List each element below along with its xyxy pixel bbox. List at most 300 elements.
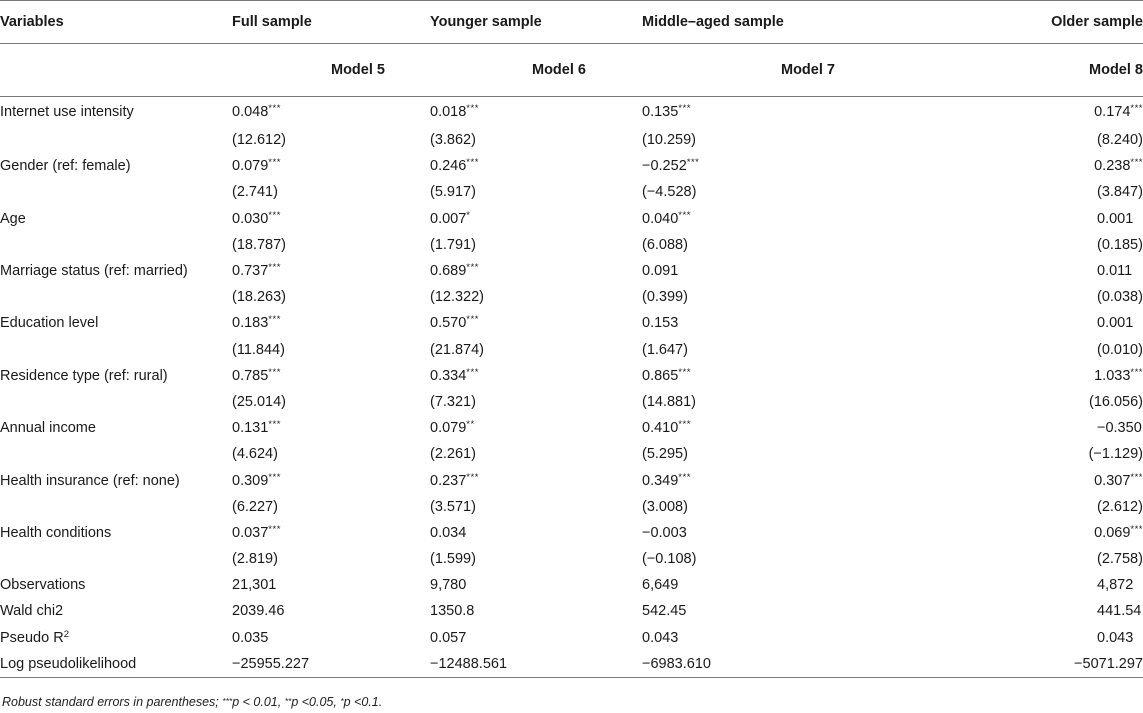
cell-value: (−0.108) (642, 551, 697, 568)
row-label-text: Education level (0, 315, 99, 332)
row-label (0, 206, 232, 232)
table-cell (232, 546, 430, 572)
row-label (0, 258, 232, 284)
footnote-stars-1: *** (222, 696, 233, 706)
cell-value: (3.862) (430, 132, 476, 149)
table-cell (430, 97, 642, 128)
table-cell (430, 179, 642, 205)
cell-value: (6.227) (232, 498, 278, 515)
significance-stars: *** (678, 471, 691, 483)
significance-stars: *** (466, 471, 479, 483)
cell-value: −12488.561 (430, 655, 508, 672)
table-cell (900, 651, 1143, 678)
cell-value: −0.252 (642, 158, 687, 175)
significance-stars: *** (678, 366, 691, 378)
table-cell (430, 625, 642, 651)
header-full-sample: Full sample (232, 1, 430, 44)
cell-value: (16.056) (1088, 393, 1143, 410)
table-cell (642, 415, 900, 441)
cell-value: (14.881) (642, 393, 697, 410)
significance-stars: *** (268, 103, 281, 114)
cell-content (1097, 237, 1143, 253)
table-cell (232, 441, 430, 467)
cell-content (1097, 132, 1143, 148)
table-cell (642, 389, 900, 415)
table-cell (900, 97, 1143, 128)
cell-value: (0.399) (642, 289, 688, 306)
table-cell (232, 598, 430, 624)
row-label-text: Residence type (ref: rural) (0, 367, 168, 384)
significance-stars: *** (1130, 366, 1143, 378)
table-cell (232, 206, 430, 232)
table-row (0, 467, 1143, 493)
table-cell (642, 625, 900, 651)
table-cell (900, 310, 1143, 336)
significance-stars: *** (678, 103, 691, 114)
table-cell (430, 520, 642, 546)
table-cell (430, 546, 642, 572)
cell-content (430, 342, 484, 358)
cell-content (1097, 603, 1143, 619)
cell-content (642, 158, 699, 174)
table-row (0, 153, 1143, 179)
cell-content (1094, 104, 1143, 120)
cell-content (232, 211, 281, 227)
cell-content (232, 237, 286, 253)
significance-stars: *** (268, 366, 281, 378)
significance-stars: *** (466, 366, 479, 378)
significance-stars: *** (678, 419, 691, 431)
cell-value: −25955.227 (232, 655, 310, 672)
table-cell (430, 310, 642, 336)
significance-stars: *** (686, 157, 700, 169)
table-cell (232, 284, 430, 310)
cell-value: (0.038) (1097, 289, 1143, 306)
row-label (0, 625, 232, 651)
table-cell (642, 572, 900, 598)
cell-value: (3.008) (642, 498, 688, 515)
table-cell (430, 415, 642, 441)
cell-content (232, 420, 281, 436)
row-label (0, 363, 232, 389)
cell-value: 0.238 (1094, 158, 1131, 175)
table-cell (430, 389, 642, 415)
cell-value: 0.030 (232, 210, 269, 227)
cell-value: (0.185) (1097, 236, 1143, 253)
table-row (0, 572, 1143, 598)
cell-content (642, 342, 688, 358)
header-model-6: Model 6 (430, 44, 642, 97)
row-label-text: Gender (ref: female) (0, 158, 131, 175)
cell-content (232, 577, 276, 593)
cell-content (1097, 342, 1143, 358)
table-row (0, 494, 1143, 520)
cell-value: 0.131 (232, 420, 269, 437)
table-row (0, 232, 1143, 258)
significance-stars: *** (268, 523, 281, 535)
table-row (0, 520, 1143, 546)
table-cell (430, 572, 642, 598)
cell-value: 0.785 (232, 367, 269, 384)
cell-value: 0.135 (642, 104, 679, 120)
significance-stars: *** (466, 157, 479, 169)
table-cell (900, 258, 1143, 284)
cell-content (430, 394, 476, 410)
table-row (0, 546, 1143, 572)
cell-value: 0.079 (430, 420, 467, 437)
row-label (0, 179, 232, 205)
table-cell (232, 127, 430, 153)
cell-value: (0.010) (1097, 341, 1143, 358)
cell-value: 0.069 (1094, 524, 1131, 541)
cell-content (430, 132, 476, 148)
table-cell (232, 494, 430, 520)
cell-value: (2.819) (232, 551, 278, 568)
table-cell (430, 467, 642, 493)
cell-content (232, 446, 278, 462)
cell-content (430, 473, 479, 489)
table-cell (642, 598, 900, 624)
cell-value: 0.037 (232, 524, 269, 541)
significance-stars: * (466, 209, 471, 221)
cell-content (642, 289, 688, 305)
table-cell (642, 337, 900, 363)
cell-content (642, 577, 678, 593)
cell-value: 0.334 (430, 367, 467, 384)
cell-value: (7.321) (430, 393, 476, 410)
table-cell (430, 363, 642, 389)
table-cell (232, 363, 430, 389)
table-row (0, 415, 1143, 441)
table-row (0, 97, 1143, 128)
table-cell (900, 572, 1143, 598)
cell-value: (1.791) (430, 236, 476, 253)
table-cell (232, 467, 430, 493)
table-cell (900, 232, 1143, 258)
table-cell (430, 153, 642, 179)
cell-content (430, 263, 479, 279)
cell-content (232, 473, 281, 489)
cell-content (232, 104, 281, 120)
cell-value: (12.612) (232, 132, 287, 149)
table-cell (430, 494, 642, 520)
cell-content (1097, 499, 1143, 515)
row-label (0, 153, 232, 179)
cell-content (430, 630, 466, 646)
cell-value: (18.787) (232, 236, 287, 253)
table-cell (900, 467, 1143, 493)
row-label (0, 415, 232, 441)
row-label (0, 572, 232, 598)
row-label-text: Marriage status (ref: married) (0, 263, 188, 280)
table-cell (232, 232, 430, 258)
cell-value: 0.079 (232, 158, 269, 175)
table-cell (232, 97, 430, 128)
cell-value: 1.033 (1094, 367, 1131, 384)
table-cell (232, 153, 430, 179)
table-cell (642, 363, 900, 389)
cell-content (1097, 630, 1143, 646)
cell-content (430, 577, 466, 593)
table-cell (430, 441, 642, 467)
table-footnote (2, 695, 382, 709)
cell-value: (1.647) (642, 341, 688, 358)
table-cell (232, 572, 430, 598)
cell-content (1097, 315, 1143, 331)
cell-content (430, 525, 466, 541)
row-label (0, 389, 232, 415)
header-row-samples (0, 1, 1143, 44)
cell-value: 4,872 (1097, 577, 1134, 594)
cell-content (430, 603, 474, 619)
cell-content (430, 237, 476, 253)
cell-content (430, 211, 471, 227)
row-label-text: Observations (0, 577, 86, 594)
cell-value: (1.599) (430, 551, 476, 568)
cell-content (1094, 368, 1143, 384)
cell-value: 542.45 (642, 603, 687, 620)
table-row (0, 284, 1143, 310)
cell-value: 0.057 (430, 629, 467, 646)
table-cell (642, 284, 900, 310)
significance-stars: *** (1130, 103, 1143, 114)
significance-stars: *** (1130, 157, 1143, 169)
significance-stars: *** (268, 157, 281, 169)
table-cell (900, 520, 1143, 546)
cell-content (232, 132, 286, 148)
cell-content (642, 525, 687, 541)
cell-content (232, 184, 278, 200)
table-cell (642, 651, 900, 678)
table-cell (642, 441, 900, 467)
cell-value: 0.043 (642, 629, 679, 646)
cell-value: 0.689 (430, 263, 467, 280)
significance-stars: *** (466, 262, 479, 274)
row-label (0, 310, 232, 336)
table-cell (642, 494, 900, 520)
table-cell (642, 179, 900, 205)
footnote-stars-2: ** (284, 696, 292, 706)
cell-value: 6,649 (642, 577, 679, 594)
cell-value: 0.237 (430, 472, 467, 489)
table-cell (430, 258, 642, 284)
row-label (0, 598, 232, 624)
cell-value: −0.350 (1097, 420, 1142, 437)
table-row (0, 337, 1143, 363)
row-label (0, 127, 232, 153)
row-label (0, 97, 232, 128)
cell-value: 0.043 (1097, 629, 1134, 646)
row-label-text: Age (0, 210, 26, 227)
table-cell (900, 363, 1143, 389)
cell-value: 0.034 (430, 524, 467, 541)
header-older-sample: Older sample (900, 1, 1143, 44)
table-cell (642, 520, 900, 546)
cell-content (642, 315, 678, 331)
cell-value: 0.349 (642, 472, 679, 489)
table-cell (232, 415, 430, 441)
table-row (0, 258, 1143, 284)
cell-content (642, 394, 696, 410)
table-cell (900, 389, 1143, 415)
table-cell (900, 206, 1143, 232)
cell-content (232, 525, 281, 541)
table-cell (642, 546, 900, 572)
cell-value: (−4.528) (642, 184, 697, 201)
cell-content (430, 289, 484, 305)
cell-content (1094, 158, 1143, 174)
row-label-text: Annual income (0, 420, 96, 437)
cell-content (232, 630, 268, 646)
table-cell (232, 337, 430, 363)
cell-value: 21,301 (232, 577, 277, 594)
table-cell (232, 389, 430, 415)
table-cell (642, 467, 900, 493)
cell-value: (5.295) (642, 446, 688, 463)
cell-content (642, 420, 691, 436)
cell-content (430, 656, 507, 672)
cell-content (430, 184, 476, 200)
cell-content (642, 184, 696, 200)
table-cell (232, 310, 430, 336)
significance-stars: *** (466, 103, 479, 114)
cell-value: 9,780 (430, 577, 467, 594)
table-row (0, 651, 1143, 678)
table-cell (900, 625, 1143, 651)
cell-value: 0.007 (430, 210, 467, 227)
cell-content (642, 630, 678, 646)
row-label-text: Log pseudolikelihood (0, 655, 137, 672)
row-label-text: Health insurance (ref: none) (0, 472, 180, 489)
cell-value: (3.571) (430, 498, 476, 515)
cell-content (232, 289, 286, 305)
table-row (0, 363, 1143, 389)
table-cell (900, 494, 1143, 520)
table-cell (232, 651, 430, 678)
cell-value: 0.048 (232, 104, 269, 120)
cell-content (430, 368, 479, 384)
cell-content (642, 656, 711, 672)
table-cell (232, 625, 430, 651)
table-row (0, 310, 1143, 336)
table-cell (232, 520, 430, 546)
cell-value: (4.624) (232, 446, 278, 463)
cell-value: (10.259) (642, 132, 697, 149)
table-cell (430, 206, 642, 232)
table-cell (900, 179, 1143, 205)
cell-content (430, 315, 479, 331)
footnote-text-1: Robust standard errors in parentheses; (2, 695, 223, 709)
table-cell (430, 127, 642, 153)
cell-content (1097, 211, 1143, 227)
table-row (0, 179, 1143, 205)
cell-value: (2.261) (430, 446, 476, 463)
cell-content (232, 315, 281, 331)
cell-value: 0.183 (232, 315, 269, 332)
cell-content (1097, 420, 1143, 436)
table-body (0, 97, 1143, 678)
table-row (0, 598, 1143, 624)
cell-value: 0.035 (232, 629, 269, 646)
table-row (0, 206, 1143, 232)
row-label-superscript: 2 (63, 628, 69, 640)
table-cell (642, 97, 900, 128)
cell-value: 0.865 (642, 367, 679, 384)
significance-stars: *** (268, 471, 281, 483)
significance-stars: *** (1130, 471, 1143, 483)
cell-content (430, 446, 476, 462)
cell-content (430, 104, 479, 120)
table-cell (430, 598, 642, 624)
cell-content (642, 473, 691, 489)
cell-value: −0.003 (642, 524, 687, 541)
cell-content (1089, 446, 1143, 462)
cell-value: 0.246 (430, 158, 467, 175)
cell-value: 0.737 (232, 263, 269, 280)
significance-stars: ** (466, 419, 475, 431)
table-row (0, 625, 1143, 651)
cell-value: 0.570 (430, 315, 467, 332)
cell-value: 0.410 (642, 420, 679, 437)
cell-content (232, 603, 284, 619)
table-cell (900, 441, 1143, 467)
significance-stars: *** (268, 419, 281, 431)
table-cell (900, 284, 1143, 310)
significance-stars: *** (268, 314, 281, 326)
table-cell (642, 310, 900, 336)
cell-content (1097, 184, 1143, 200)
cell-content (1097, 577, 1143, 593)
cell-content (232, 368, 281, 384)
cell-value: 0.018 (430, 104, 467, 120)
cell-content (232, 158, 281, 174)
table-row (0, 389, 1143, 415)
cell-value: (11.844) (232, 341, 285, 358)
cell-content (430, 551, 476, 567)
table-cell (232, 179, 430, 205)
cell-content (430, 499, 476, 515)
cell-content (642, 368, 691, 384)
cell-value: (18.263) (232, 289, 287, 306)
cell-value: 0.153 (642, 315, 679, 332)
cell-content (232, 551, 278, 567)
cell-value: 0.091 (642, 263, 679, 280)
row-label (0, 494, 232, 520)
cell-value: (6.088) (642, 236, 688, 253)
cell-value: 0.001 (1097, 315, 1134, 332)
cell-content (642, 446, 688, 462)
cell-value: (12.322) (430, 289, 485, 306)
cell-value: (5.917) (430, 184, 476, 201)
row-label (0, 467, 232, 493)
cell-content (642, 603, 686, 619)
cell-value: (−1.129) (1088, 446, 1143, 463)
significance-stars: *** (268, 262, 281, 274)
row-label (0, 546, 232, 572)
table-cell (430, 651, 642, 678)
footnote-text-2: p < 0.01, (232, 695, 285, 709)
cell-content (642, 104, 691, 120)
table-cell (900, 415, 1143, 441)
significance-stars: *** (678, 209, 691, 221)
cell-value: −5071.297 (1074, 655, 1143, 672)
cell-content (430, 420, 475, 436)
footnote-text-3: p <0.05, (291, 695, 341, 709)
cell-value: (2.758) (1097, 551, 1143, 568)
cell-content (1097, 551, 1143, 567)
cell-value: (25.014) (232, 393, 287, 410)
table-cell (430, 337, 642, 363)
